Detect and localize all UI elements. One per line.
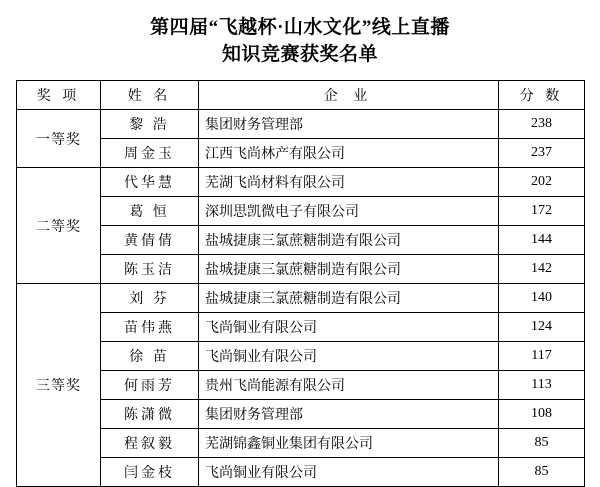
score-cell: 140 (499, 284, 585, 313)
table-row (17, 168, 585, 197)
score-cell: 202 (499, 168, 585, 197)
org-cell: 集团财务管理部 (199, 400, 499, 429)
org-cell: 盐城捷康三氯蔗糖制造有限公司 (199, 284, 499, 313)
score-cell: 108 (499, 400, 585, 429)
name-cell: 苗伟燕 (101, 313, 199, 342)
name-cell: 何雨芳 (101, 371, 199, 400)
header-score: 分 数 (499, 81, 585, 110)
table-row (17, 313, 585, 342)
org-cell: 飞尚铜业有限公司 (199, 313, 499, 342)
name-cell: 葛 恒 (101, 197, 199, 226)
score-cell: 172 (499, 197, 585, 226)
score-cell: 142 (499, 255, 585, 284)
org-cell: 深圳思凯微电子有限公司 (199, 197, 499, 226)
org-cell: 芜湖飞尚材料有限公司 (199, 168, 499, 197)
name-cell: 程叙毅 (101, 429, 199, 458)
table-row (17, 284, 585, 313)
header-row (17, 81, 585, 110)
award-table (16, 80, 585, 487)
org-cell: 贵州飞尚能源有限公司 (199, 371, 499, 400)
header-prize: 奖 项 (17, 81, 101, 110)
name-cell: 黎 浩 (101, 110, 199, 139)
award-table-wrapper (16, 80, 584, 487)
score-cell: 238 (499, 110, 585, 139)
org-cell: 盐城捷康三氯蔗糖制造有限公司 (199, 255, 499, 284)
score-cell: 144 (499, 226, 585, 255)
score-cell: 113 (499, 371, 585, 400)
table-row (17, 197, 585, 226)
score-cell: 85 (499, 458, 585, 487)
prize-cell-first: 一等奖 (17, 110, 101, 168)
org-cell: 盐城捷康三氯蔗糖制造有限公司 (199, 226, 499, 255)
name-cell: 代华慧 (101, 168, 199, 197)
prize-cell-second: 二等奖 (17, 168, 101, 284)
name-cell: 周金玉 (101, 139, 199, 168)
name-cell: 徐 苗 (101, 342, 199, 371)
table-row (17, 110, 585, 139)
table-row (17, 458, 585, 487)
table-row (17, 342, 585, 371)
table-row (17, 255, 585, 284)
name-cell: 闫金枝 (101, 458, 199, 487)
table-row (17, 400, 585, 429)
org-cell: 集团财务管理部 (199, 110, 499, 139)
score-cell: 124 (499, 313, 585, 342)
table-row (17, 371, 585, 400)
name-cell: 陈潇微 (101, 400, 199, 429)
title-line-2: 知识竞赛获奖名单 (221, 44, 378, 65)
org-cell: 江西飞尚林产有限公司 (199, 139, 499, 168)
prize-cell-third: 三等奖 (17, 284, 101, 487)
document-title (0, 0, 600, 68)
header-org: 企 业 (199, 81, 499, 110)
table-header (17, 81, 585, 110)
table-body (17, 110, 585, 487)
name-cell: 黄倩倩 (101, 226, 199, 255)
org-cell: 芜湖锦鑫铜业集团有限公司 (199, 429, 499, 458)
header-name: 姓 名 (101, 81, 199, 110)
table-row (17, 139, 585, 168)
name-cell: 刘 芬 (101, 284, 199, 313)
table-row (17, 429, 585, 458)
org-cell: 飞尚铜业有限公司 (199, 342, 499, 371)
name-cell: 陈玉洁 (101, 255, 199, 284)
title-line-1: 第四届“飞越杯·山水文化”线上直播 (150, 17, 450, 38)
org-cell: 飞尚铜业有限公司 (199, 458, 499, 487)
score-cell: 85 (499, 429, 585, 458)
score-cell: 117 (499, 342, 585, 371)
score-cell: 237 (499, 139, 585, 168)
table-row (17, 226, 585, 255)
